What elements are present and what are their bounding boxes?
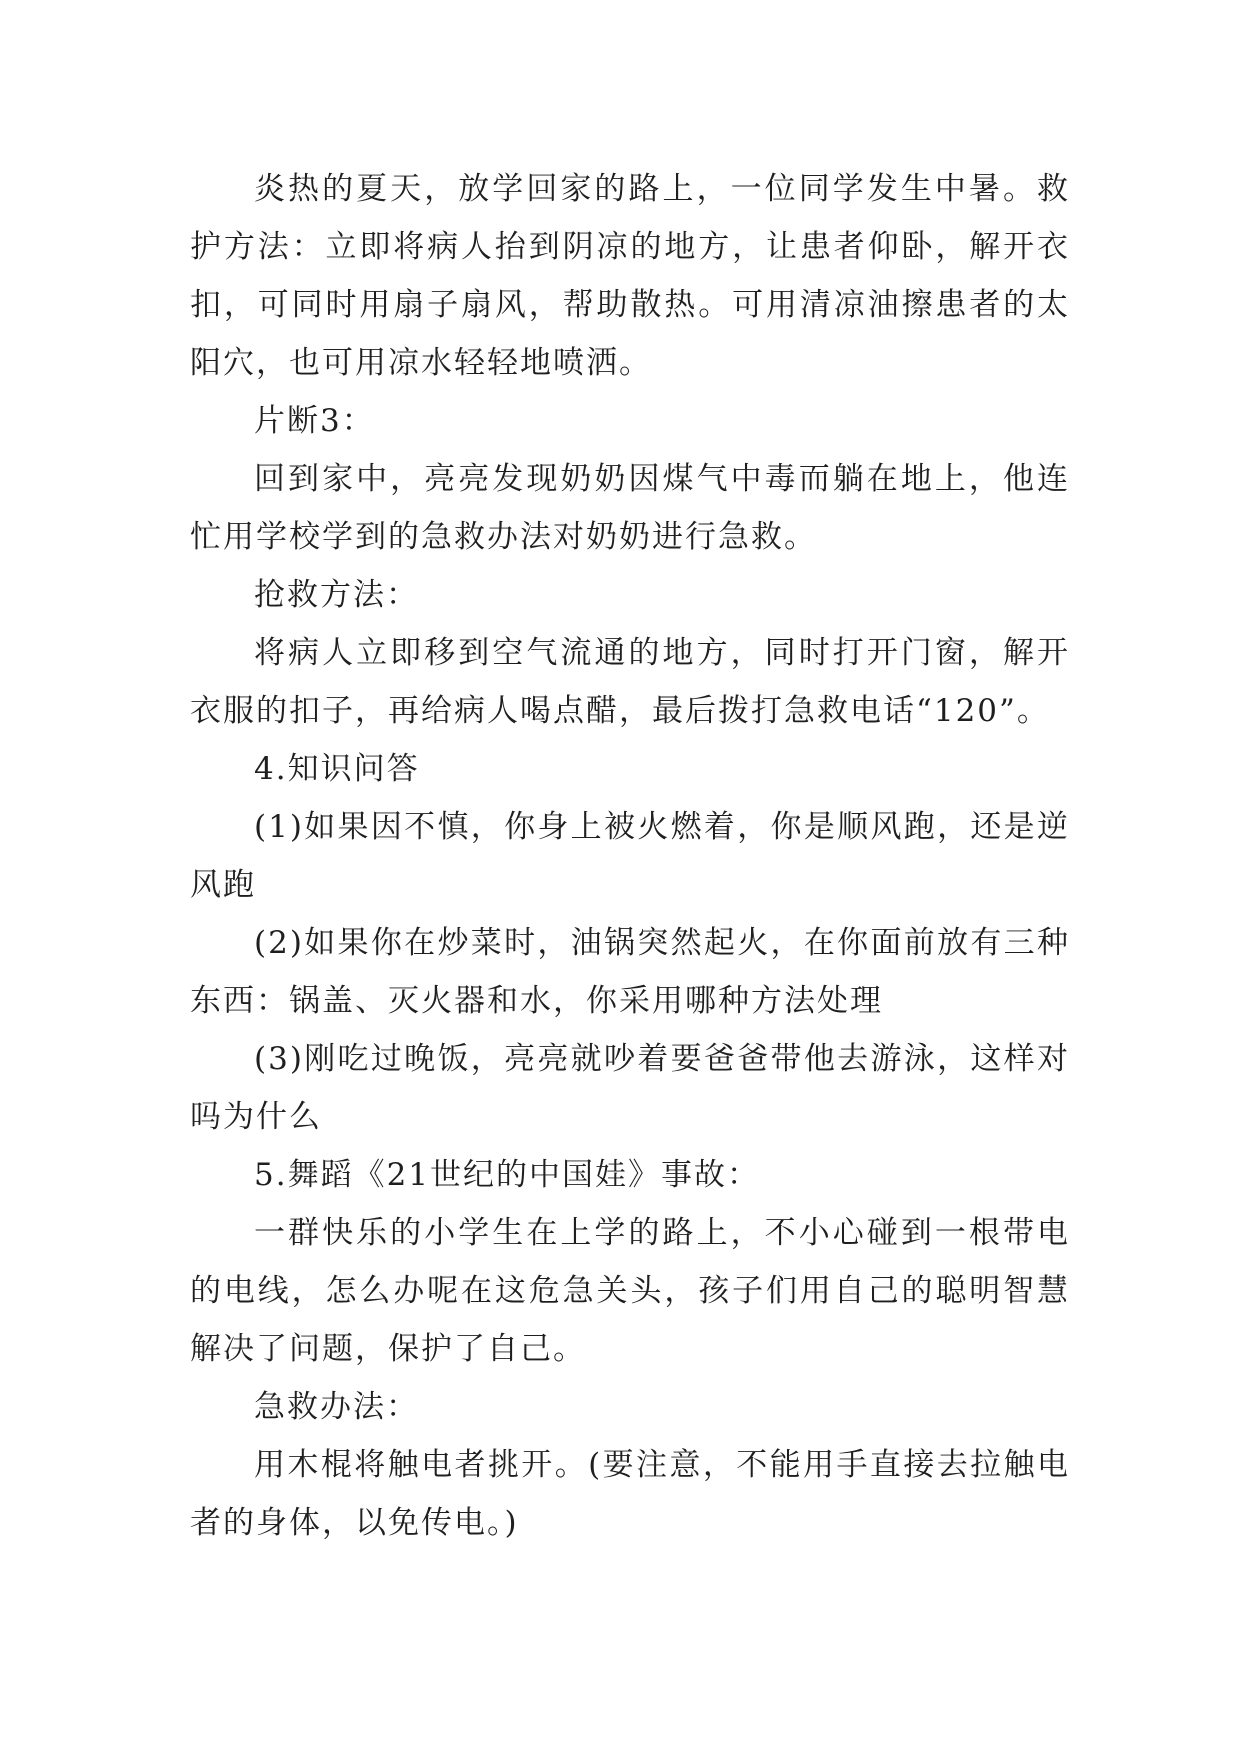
paragraph-gas-poisoning: 回到家中，亮亮发现奶奶因煤气中毒而躺在地上，他连忙用学校学到的急救办法对奶奶进行急救。 [190,461,1070,555]
paragraph-rescue-method: 将病人立即移到空气流通的地方，同时打开门窗，解开衣服的扣子，再给病人喝点醋，最后拨打急救电话“120”。 [190,635,1070,729]
paragraph-knowledge-qa-heading: 4.知识问答 [254,751,420,787]
document-body [190,160,1070,1552]
paragraph-heatstroke: 炎热的夏天，放学回家的路上，一位同学发生中暑。救护方法：立即将病人抬到阴凉的地方，让患者仰卧，解开衣扣，可同时用扇子扇风，帮助散热。可用清凉油擦患者的太阳穴，也可用凉水轻轻地喷洒。 [190,171,1070,381]
paragraph-electric-wire: 一群快乐的小学生在上学的路上，不小心碰到一根带电的电线，怎么办呢在这危急关头，孩子们用自己的聪明智慧解决了问题，保护了自己。 [190,1215,1070,1367]
paragraph-segment-3-heading: 片断3： [254,403,375,439]
paragraph-rescue-method-heading: 抢救方法： [254,577,419,613]
paragraph-question-2: (2)如果你在炒菜时，油锅突然起火，在你面前放有三种东西：锅盖、灭火器和水，你采用哪种方法处理 [190,925,1070,1019]
paragraph-first-aid-method: 用木棍将触电者挑开。(要注意，不能用手直接去拉触电者的身体，以免传电。) [190,1447,1070,1541]
paragraph-dance-heading: 5.舞蹈《21世纪的中国娃》事故： [254,1157,761,1193]
paragraph-first-aid-heading: 急救办法： [254,1389,419,1425]
paragraph-question-3: (3)刚吃过晚饭，亮亮就吵着要爸爸带他去游泳，这样对吗为什么 [190,1041,1070,1135]
paragraph-question-1: (1)如果因不慎，你身上被火燃着，你是顺风跑，还是逆风跑 [190,809,1070,903]
